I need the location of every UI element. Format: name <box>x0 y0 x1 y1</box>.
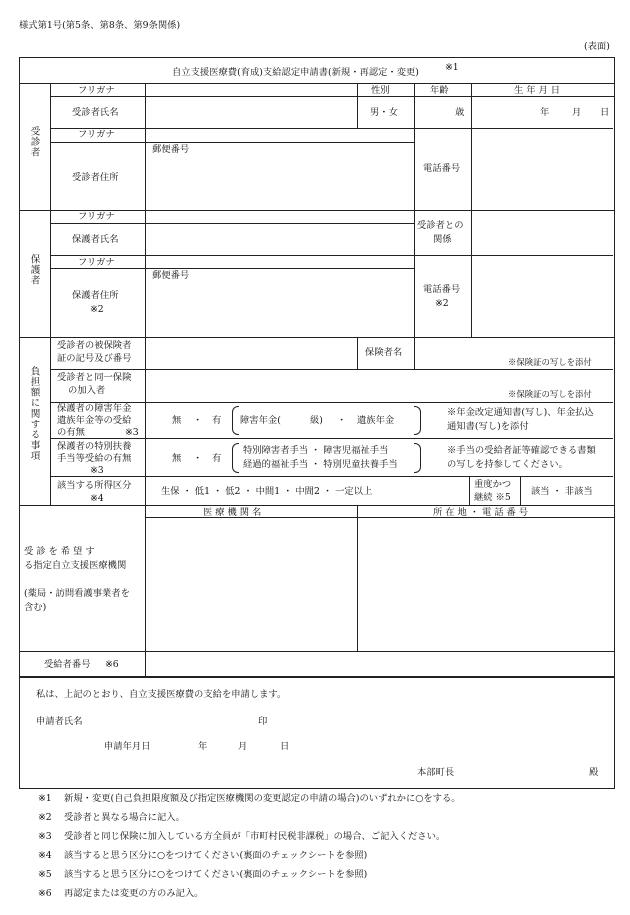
pension-document-note-2: 通知書(写し)を添付 <box>447 421 529 432</box>
allowance-label: 保護者の特別扶養 <box>57 441 132 452</box>
institution-name-header: 医 療 機 関 名 <box>203 507 262 518</box>
guardian-furigana-label: フリガナ <box>78 211 115 222</box>
patient-address-label: 受診者住所 <box>72 172 119 183</box>
col-birthdate: 生 年 月 日 <box>514 85 561 96</box>
same-insurance-label-2: の加入者 <box>68 385 106 396</box>
guardian-relation-label: 受診者との <box>417 220 464 231</box>
allowance-separator: ・ <box>193 453 203 464</box>
allowance-label-2: 手当等受給の有無 <box>57 453 132 464</box>
allowance-types-1: 特別障害者手当 ・ 障害児福祉手当 <box>243 445 389 456</box>
guardian-phone-label: 電話番号 <box>423 284 461 295</box>
severe-continuous-label-2: 継続 ※5 <box>474 492 511 503</box>
addressee: 本部町長 <box>417 767 455 778</box>
note-mark: ※3 <box>38 831 52 842</box>
pension-document-note: ※年金改定通知書(写し)、年金払込 <box>447 407 594 418</box>
note-mark: ※5 <box>38 869 52 880</box>
attach-insurance-note-1: ※保険証の写しを添付 <box>508 357 592 367</box>
section-guardian: 保護者 <box>28 254 40 286</box>
applicant-name-label: 申請者氏名 <box>36 716 83 727</box>
institution-label-2: る指定自立支援医療機関 <box>24 560 127 571</box>
patient-name-label: 受診者氏名 <box>72 107 119 118</box>
note-mark: ※2 <box>38 812 52 823</box>
patient-gender-options[interactable]: 男・女 <box>370 107 398 118</box>
income-class-label: 該当する所得区分 <box>57 480 132 491</box>
allowance-types-2: 経過的福祉手当 ・ 特別児童扶養手当 <box>243 459 398 470</box>
pension-grade: 級) <box>310 415 323 426</box>
income-class-note: ※4 <box>90 493 104 504</box>
guardian-address-note: ※2 <box>90 304 104 315</box>
pension-none-option[interactable]: 無 <box>172 415 182 426</box>
income-class-options[interactable]: 生保 ・ 低1 ・ 低2 ・ 中間1 ・ 中間2 ・ 一定以上 <box>161 486 373 497</box>
institution-address-header: 所 在 地 ・ 電 話 番 号 <box>433 507 529 518</box>
birth-day-label: 日 <box>600 107 610 118</box>
institution-label-4: 含む) <box>24 602 47 613</box>
note-text: 再認定または変更の方のみ記入。 <box>64 888 204 899</box>
addressee-honorific: 殿 <box>589 767 599 778</box>
note-mark: ※6 <box>38 888 52 899</box>
section-burden: 負担額に関する事項 <box>28 366 40 462</box>
guardian-address-furigana-label: フリガナ <box>78 257 115 268</box>
pension-label-2: 遺族年金等の受給 <box>57 415 132 426</box>
pension-type-disability: 障害年金( <box>240 415 281 426</box>
recipient-number-note: ※6 <box>105 659 119 670</box>
insurer-name-label: 保険者名 <box>365 347 403 358</box>
application-form <box>19 57 615 678</box>
form-title: 自立支援医療費(育成)支給認定申請書(新規・再認定・変更) <box>172 67 419 78</box>
severe-continuous-label: 重度かつ <box>474 479 512 490</box>
guardian-name-label: 保護者氏名 <box>72 234 119 245</box>
declaration-statement: 私は、上記のとおり、自立支援医療費の支給を申請します。 <box>36 689 287 700</box>
pension-yes-option[interactable]: 有 <box>212 415 222 426</box>
application-date-label: 申請年月日 <box>104 741 151 752</box>
birth-month-label: 月 <box>572 107 582 118</box>
form-number: 様式第1号(第5条、第8条、第9条関係) <box>19 20 181 31</box>
allowance-document-note-2: の写しを持参してください。 <box>447 459 568 470</box>
pension-label: 保護者の障害年金 <box>57 403 132 414</box>
note-text: 受診者と同じ保険に加入している方全員が「市町村民税非課税」の場合、ご記入ください。 <box>64 831 446 842</box>
application-day-label: 日 <box>280 741 290 752</box>
title-note: ※1 <box>445 62 459 73</box>
note-text: 該当すると思う区分に○をつけてください(裏面のチェックシートを参照) <box>64 850 368 861</box>
application-year-label: 年 <box>198 741 208 752</box>
guardian-postal-label: 郵便番号 <box>152 270 190 281</box>
allowance-yes-option[interactable]: 有 <box>212 453 222 464</box>
col-age: 年齢 <box>430 85 449 96</box>
guardian-address-label: 保護者住所 <box>72 290 119 301</box>
allowance-document-note: ※手当の受給者証等確認できる書類 <box>447 445 596 456</box>
pension-label-3: の有無 <box>57 427 85 438</box>
application-month-label: 月 <box>238 741 248 752</box>
guardian-phone-note: ※2 <box>435 298 449 309</box>
section-patient: 受診者 <box>28 126 40 158</box>
note-text: 新規・変更(自己負担限度額及び指定医療機関の変更認定の申請の場合)のいずれかに○をする。 <box>64 793 461 804</box>
note-text: 受診者と異なる場合に記入。 <box>64 812 185 823</box>
patient-postal-label: 郵便番号 <box>152 144 190 155</box>
same-insurance-label: 受診者と同一保険 <box>57 372 132 383</box>
allowance-note: ※3 <box>90 465 104 476</box>
col-gender: 性別 <box>371 85 390 96</box>
insured-number-label-2: 証の記号及び番号 <box>57 353 132 364</box>
patient-age-unit: 歳 <box>455 107 465 118</box>
institution-label-3: (薬局・訪問看護事業者を <box>24 588 130 599</box>
severe-continuous-options[interactable]: 該当 ・ 非該当 <box>531 486 593 497</box>
patient-furigana-label: フリガナ <box>78 85 115 96</box>
pension-note: ※3 <box>125 427 139 438</box>
note-text: 該当すると思う区分に○をつけてください(裏面のチェックシートを参照) <box>64 869 368 880</box>
seal-mark: 印 <box>258 716 268 727</box>
institution-label: 受 診 を 希 望 す <box>24 546 95 557</box>
patient-address-furigana-label: フリガナ <box>78 129 115 140</box>
insured-number-label: 受診者の被保険者 <box>57 340 132 351</box>
allowance-none-option[interactable]: 無 <box>172 453 182 464</box>
pension-type-separator: ・ <box>337 415 347 426</box>
note-mark: ※1 <box>38 793 52 804</box>
attach-insurance-note-2: ※保険証の写しを添付 <box>508 389 592 399</box>
guardian-relation-label-2: 関係 <box>433 234 452 245</box>
note-mark: ※4 <box>38 850 52 861</box>
page-side-label: (表面) <box>584 41 610 52</box>
pension-type-survivor: 遺族年金 <box>357 415 395 426</box>
birth-year-label: 年 <box>540 107 550 118</box>
recipient-number-label: 受給者番号 <box>44 659 91 670</box>
patient-phone-label: 電話番号 <box>423 163 461 174</box>
pension-separator: ・ <box>193 415 203 426</box>
